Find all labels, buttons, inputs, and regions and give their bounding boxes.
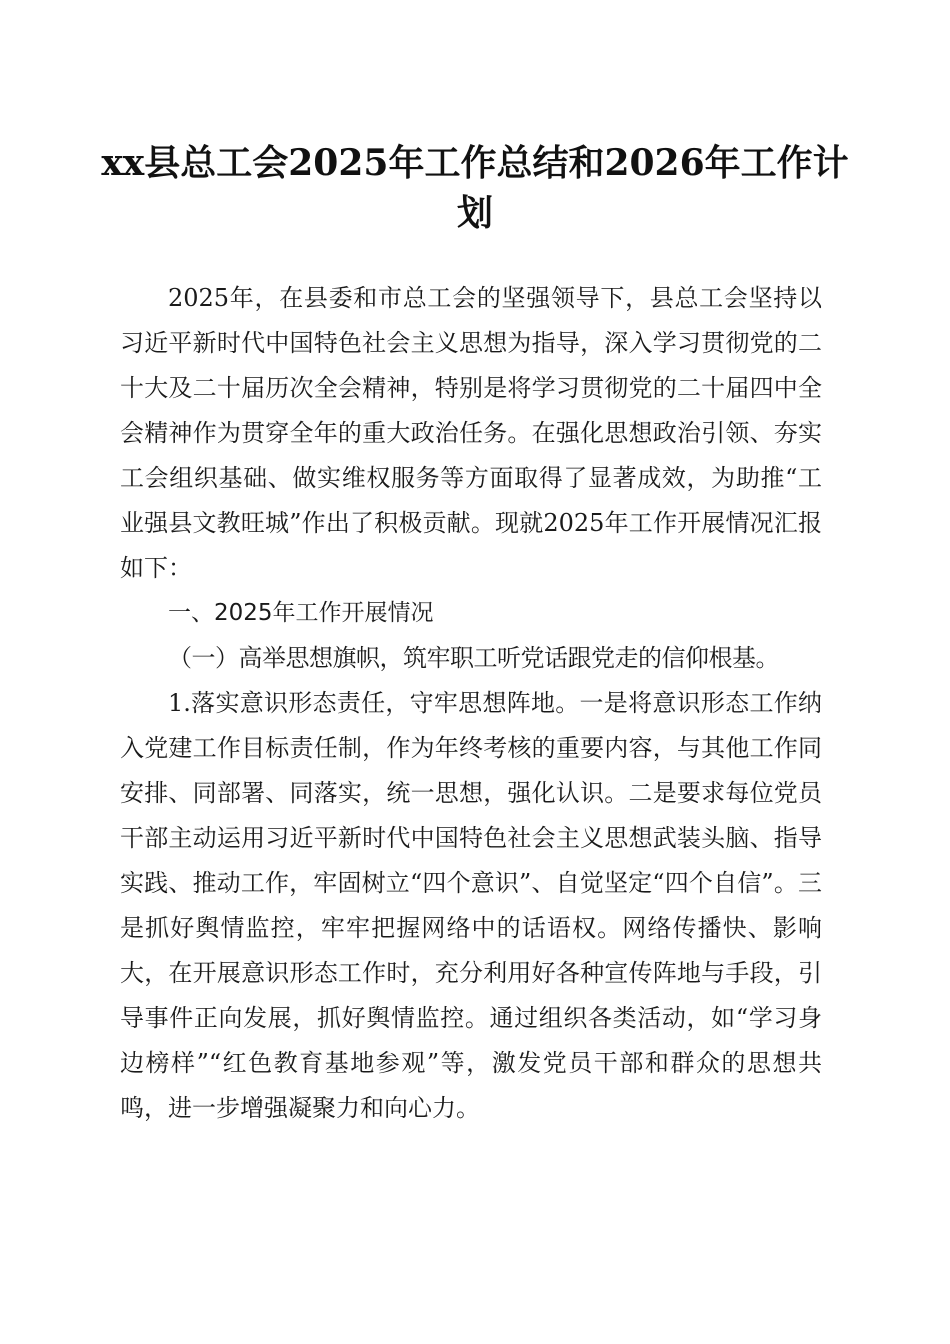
document-body: [120, 276, 822, 1131]
intro-paragraph: 2025年，在县委和市总工会的坚强领导下，县总工会坚持以习近平新时代中国特色社会主义思想为指导，深入学习贯彻党的二十大及二十届历次全会精神，特别是将学习贯彻党的二十届四中全会精神作为贯穿全年的重大政治任务。在强化思想政治引领、夯实工会组织基础、做实维权服务等方面取得了显著成效，为助推“工业强县文教旺城”作出了积极贡献。现就2025年工作开展情况汇报如下：: [120, 284, 822, 582]
subsection-heading: （一）高举思想旗帜，筑牢职工听党话跟党走的信仰根基。: [168, 644, 779, 672]
document-title: xx县总工会2025年工作总结和2026年工作计划: [101, 142, 849, 234]
section-heading: 一、2025年工作开展情况: [168, 600, 434, 626]
item-paragraph: 1.落实意识形态责任，守牢思想阵地。一是将意识形态工作纳入党建工作目标责任制，作为年终考核的重要内容，与其他工作同安排、同部署、同落实，统一思想，强化认识。二是要求每位党员干部主动运用习近平新时代中国特色社会主义思想武装头脑、指导实践、推动工作，牢固树立“四个意识”、自觉坚定“四个自信”。三是抓好舆情监控，牢牢把握网络中的话语权。网络传播快、影响大，在开展意识形态工作时，充分利用好各种宣传阵地与手段，引导事件正向发展，抓好舆情监控。通过组织各类活动，如“学习身边榜样”“红色教育基地参观”等，激发党员干部和群众的思想共鸣，进一步增强凝聚力和向心力。: [120, 689, 822, 1122]
